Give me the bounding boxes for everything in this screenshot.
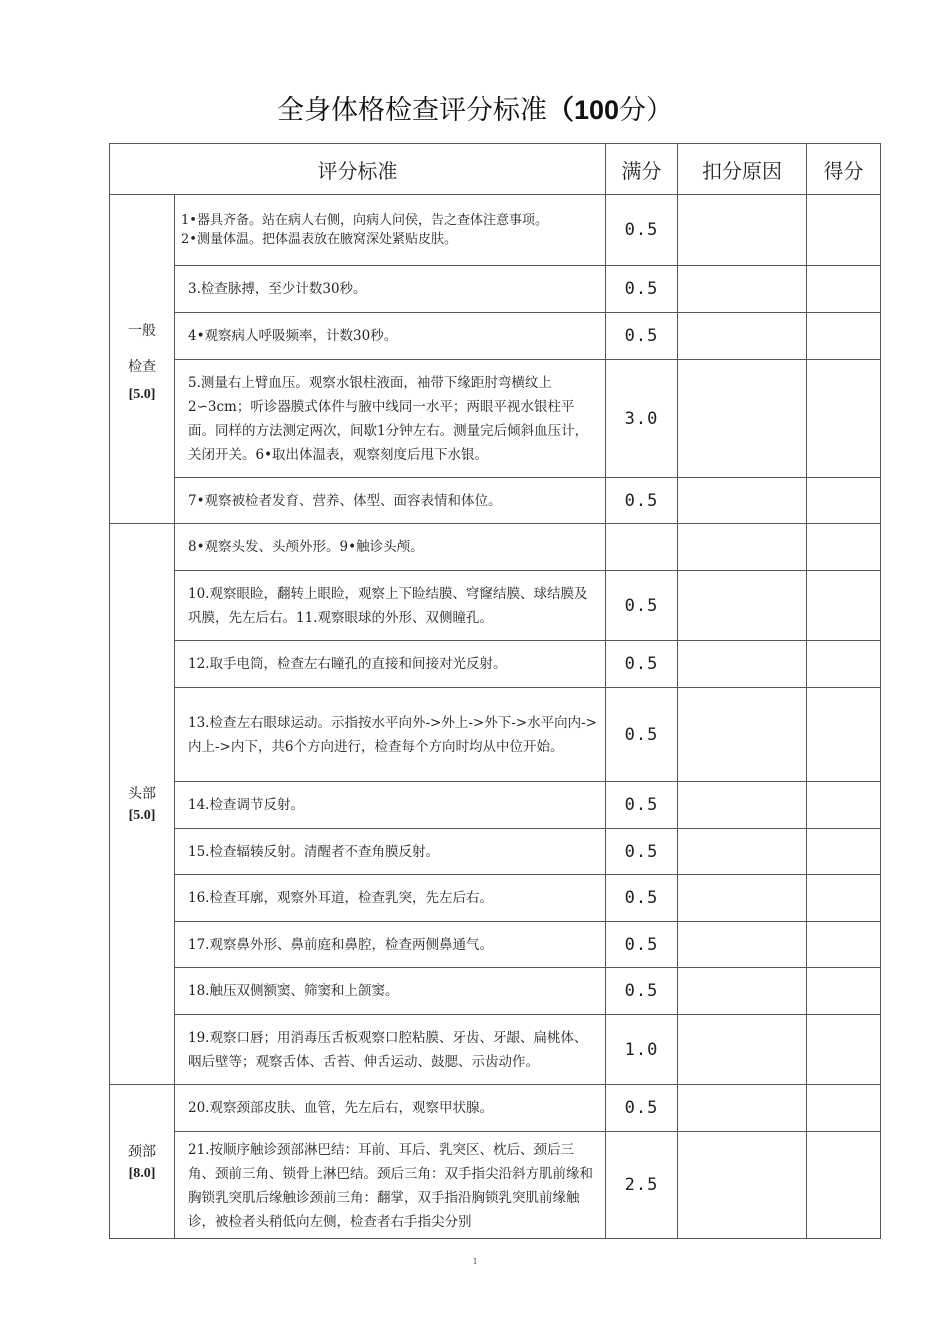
table-row <box>110 524 881 571</box>
full-score-cell: 0.5 <box>606 922 678 968</box>
criteria-cell: 18.触压双侧额窦、筛窦和上颌窦。 <box>175 968 606 1015</box>
full-score-cell: 0.5 <box>606 266 678 313</box>
deduction-cell[interactable] <box>678 829 807 875</box>
deduction-cell[interactable] <box>678 1015 807 1085</box>
score-cell[interactable] <box>807 1085 881 1132</box>
page-number: 1 <box>472 1256 478 1266</box>
deduction-cell[interactable] <box>678 266 807 313</box>
table-row <box>110 1085 881 1132</box>
criteria-cell: 1•器具齐备。站在病人右侧，向病人问侯，告之查体注意事项。 2•测量体温。把体温表放在腋窝深处紧贴皮肤。 <box>175 195 606 266</box>
criteria-cell: 5.测量右上臂血压。观察水银柱液面，袖带下缘距肘弯横纹上2∽3cm；听诊器膜式体件与腋中线同一水平；两眼平视水银柱平面。同样的方法测定两次，间歇1分钟左右。测量完后倾斜血压计，关闭开关。6•取出体温表，观察刻度后甩下水银。 <box>175 360 606 478</box>
criteria-cell: 15.检查辐辏反射。清醒者不查角膜反射。 <box>175 829 606 875</box>
section-name-line2: 检查 <box>128 359 156 375</box>
score-cell[interactable] <box>807 524 881 571</box>
criteria-cell: 19.观察口唇；用消毒压舌板观察口腔粘膜、牙齿、牙龈、扁桃体、咽后壁等；观察舌体、舌苔、伸舌运动、鼓腮、示齿动作。 <box>175 1015 606 1085</box>
header-deduction-reason: 扣分原因 <box>678 144 807 195</box>
criteria-cell: 14.检查调节反射。 <box>175 782 606 829</box>
full-score-cell: 0.5 <box>606 688 678 782</box>
table-row <box>110 922 881 968</box>
table-row <box>110 266 881 313</box>
full-score-cell: 0.5 <box>606 1085 678 1132</box>
score-cell[interactable] <box>807 688 881 782</box>
full-score-cell: 0.5 <box>606 313 678 360</box>
deduction-cell[interactable] <box>678 1132 807 1239</box>
deduction-cell[interactable] <box>678 641 807 688</box>
full-score-cell: 0.5 <box>606 195 678 266</box>
deduction-cell[interactable] <box>678 360 807 478</box>
full-score-cell: 0.5 <box>606 782 678 829</box>
scoring-table <box>109 143 881 1239</box>
criteria-cell: 17.观察鼻外形、鼻前庭和鼻腔，检查两侧鼻通气。 <box>175 922 606 968</box>
score-cell[interactable] <box>807 829 881 875</box>
table-row <box>110 360 881 478</box>
header-score: 得分 <box>807 144 881 195</box>
title-main: 全身体格检查评分标准 <box>276 95 547 126</box>
full-score-cell: 0.5 <box>606 478 678 524</box>
section-name-line1: 颈部 <box>128 1143 156 1160</box>
table-row <box>110 195 881 266</box>
table-row <box>110 968 881 1015</box>
section-points: [8.0] <box>128 1165 156 1181</box>
score-cell[interactable] <box>807 360 881 478</box>
deduction-cell[interactable] <box>678 688 807 782</box>
criteria-cell: 20.观察颈部皮肤、血管，先左后右，观察甲状腺。 <box>175 1085 606 1132</box>
table-row <box>110 875 881 922</box>
full-score-cell <box>606 524 678 571</box>
criteria-cell: 8•观察头发、头颅外形。9•触诊头颅。 <box>175 524 606 571</box>
table-row <box>110 1132 881 1239</box>
criteria-cell: 4•观察病人呼吸频率，计数30秒。 <box>175 313 606 360</box>
section-head <box>110 524 175 1085</box>
table-row <box>110 478 881 524</box>
header-criteria: 评分标准 <box>110 144 606 195</box>
deduction-cell[interactable] <box>678 968 807 1015</box>
table-row <box>110 829 881 875</box>
title-points: 100 <box>573 95 620 125</box>
table-row <box>110 571 881 641</box>
header-row <box>110 144 881 195</box>
score-cell[interactable] <box>807 195 881 266</box>
criteria-cell: 21.按顺序触诊颈部淋巴结：耳前、耳后、乳突区、枕后、颈后三角、颈前三角、锁骨上淋巴结。颈后三角：双手指尖沿斜方肌前缘和胸锁乳突肌后缘触诊颈前三角：翻掌，双手指沿胸锁乳突肌前缘触诊，被检者头稍低向左侧，检查者右手指尖分别 <box>175 1132 606 1239</box>
score-cell[interactable] <box>807 266 881 313</box>
table-row <box>110 641 881 688</box>
score-cell[interactable] <box>807 1015 881 1085</box>
criteria-cell: 10.观察眼睑，翻转上眼睑，观察上下睑结膜、穹窿结膜、球结膜及巩膜，先左后右。11.观察眼球的外形、双侧瞳孔。 <box>175 571 606 641</box>
full-score-cell: 0.5 <box>606 641 678 688</box>
criteria-cell: 12.取手电筒，检查左右瞳孔的直接和间接对光反射。 <box>175 641 606 688</box>
deduction-cell[interactable] <box>678 478 807 524</box>
full-score-cell: 0.5 <box>606 875 678 922</box>
criteria-cell: 7•观察被检者发育、营养、体型、面容表情和体位。 <box>175 478 606 524</box>
deduction-cell[interactable] <box>678 313 807 360</box>
section-neck <box>110 1085 175 1239</box>
table-row <box>110 1015 881 1085</box>
section-points: [5.0] <box>128 387 156 402</box>
section-name-line1: 头部 <box>128 786 156 802</box>
score-cell[interactable] <box>807 782 881 829</box>
score-cell[interactable] <box>807 1132 881 1239</box>
full-score-cell: 0.5 <box>606 968 678 1015</box>
title-unit: 分） <box>619 95 674 126</box>
table-row <box>110 782 881 829</box>
score-cell[interactable] <box>807 875 881 922</box>
deduction-cell[interactable] <box>678 1085 807 1132</box>
table-row <box>110 313 881 360</box>
score-cell[interactable] <box>807 968 881 1015</box>
deduction-cell[interactable] <box>678 571 807 641</box>
criteria-cell: 16.检查耳廓，观察外耳道，检查乳突，先左后右。 <box>175 875 606 922</box>
score-cell[interactable] <box>807 922 881 968</box>
deduction-cell[interactable] <box>678 782 807 829</box>
full-score-cell: 3.0 <box>606 360 678 478</box>
page-title <box>0 88 950 127</box>
score-cell[interactable] <box>807 571 881 641</box>
header-full-score: 满分 <box>606 144 678 195</box>
section-name-line1: 一般 <box>128 323 156 339</box>
criteria-cell: 13.检查左右眼球运动。示指按水平向外->外上->外下->水平向内->内上->内下，共6个方向进行，检查每个方向时均从中位开始。 <box>175 688 606 782</box>
score-cell[interactable] <box>807 313 881 360</box>
full-score-cell: 0.5 <box>606 829 678 875</box>
section-points: [5.0] <box>128 808 156 823</box>
score-cell[interactable] <box>807 478 881 524</box>
title-paren-open: （ <box>546 95 574 125</box>
deduction-cell[interactable] <box>678 524 807 571</box>
full-score-cell: 1.0 <box>606 1015 678 1085</box>
section-general <box>110 195 175 524</box>
criteria-cell: 3.检查脉搏，至少计数30秒。 <box>175 266 606 313</box>
deduction-cell[interactable] <box>678 922 807 968</box>
score-cell[interactable] <box>807 641 881 688</box>
deduction-cell[interactable] <box>678 875 807 922</box>
full-score-cell: 2.5 <box>606 1132 678 1239</box>
deduction-cell[interactable] <box>678 195 807 266</box>
table-row <box>110 688 881 782</box>
full-score-cell: 0.5 <box>606 571 678 641</box>
